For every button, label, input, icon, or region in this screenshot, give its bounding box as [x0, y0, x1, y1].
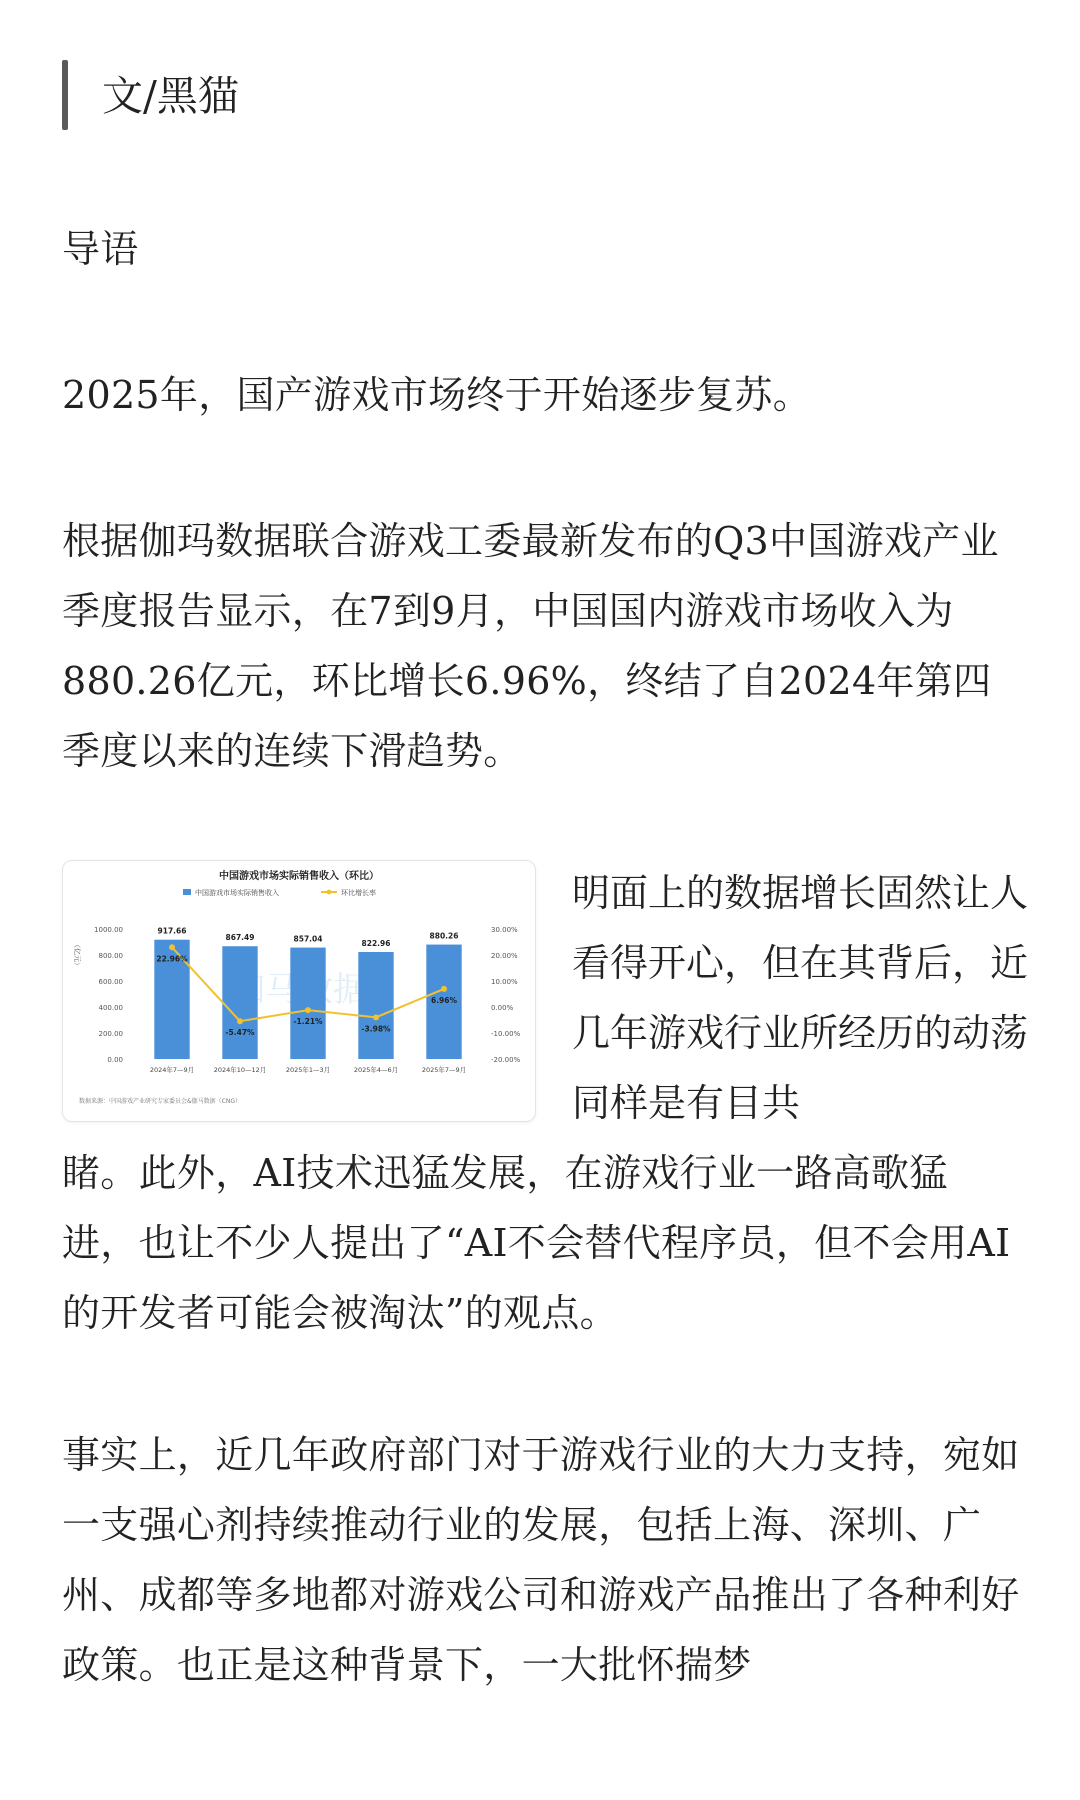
revenue-chart[interactable]: [62, 860, 536, 1122]
growth-rate-point: [305, 1007, 311, 1013]
growth-rate-label: 22.96%: [156, 954, 188, 964]
y2-tick-label: -20.00%: [491, 1056, 521, 1064]
y-tick-label: 600.00: [98, 978, 123, 986]
y-tick-label: 0.00: [107, 1056, 123, 1064]
growth-rate-point: [373, 1014, 379, 1020]
bar: [222, 946, 257, 1059]
paragraph-4: 事实上，近几年政府部门对于游戏行业的大力支持，宛如一支强心剂持续推动行业的发展，包括上海、深圳、广州、成都等多地都对游戏公司和游戏产品推出了各种利好政策。也正是这种背景下，一大批怀揣梦: [62, 1433, 1020, 1687]
paragraph-1: 2025年，国产游戏市场终于开始逐步复苏。: [62, 373, 812, 417]
y-tick-label: 1000.00: [94, 926, 123, 934]
author-quote-bar: [62, 60, 68, 130]
y2-tick-label: 0.00%: [491, 1004, 514, 1012]
chart-canvas: [63, 861, 535, 1121]
x-tick-label: 2024年7—9月: [149, 1066, 195, 1074]
growth-rate-label: -3.98%: [361, 1024, 391, 1034]
bar: [358, 952, 393, 1059]
bar-value-label: 822.96: [361, 939, 391, 949]
legend-label-bars: 中国游戏市场实际销售收入: [195, 889, 279, 897]
y2-tick-label: 20.00%: [491, 952, 518, 960]
legend-label-line: 环比增长率: [341, 889, 376, 897]
y-axis-label: （亿元）: [73, 941, 81, 969]
y2-tick-label: 10.00%: [491, 978, 518, 986]
bar-value-label: 867.49: [225, 933, 255, 943]
bar-value-label: 917.66: [157, 926, 187, 936]
growth-rate-label: -5.47%: [225, 1028, 255, 1038]
author-byline: 文/黑猫: [102, 72, 239, 120]
legend-swatch-dot: [327, 890, 332, 895]
chart-source: 数据来源：中国游戏产业研究专家委员会&伽马数据（CNG）: [79, 1098, 242, 1105]
legend-swatch-bars: [183, 889, 191, 895]
paragraph-2: 根据伽玛数据联合游戏工委最新发布的Q3中国游戏产业季度报告显示，在7到9月，中国国内游戏市场收入为880.26亿元，环比增长6.96%，终结了自2024年第四季度以来的连续下滑趋势。: [62, 519, 999, 773]
chart-title: 中国游戏市场实际销售收入（环比）: [219, 871, 379, 882]
growth-rate-label: 6.96%: [430, 995, 458, 1005]
bar-value-label: 857.04: [293, 934, 323, 944]
bar-value-label: 880.26: [429, 931, 459, 941]
growth-rate-label: -1.21%: [293, 1017, 323, 1027]
intro-heading: 导语: [62, 227, 139, 271]
bar: [290, 948, 325, 1059]
x-tick-label: 2025年1—3月: [285, 1066, 331, 1074]
growth-rate-point: [169, 944, 175, 950]
x-tick-label: 2024年10—12月: [213, 1066, 267, 1074]
x-tick-label: 2025年7—9月: [421, 1066, 467, 1074]
growth-rate-point: [237, 1018, 243, 1024]
growth-rate-point: [441, 986, 447, 992]
y-tick-label: 400.00: [98, 1004, 123, 1012]
x-tick-label: 2025年4—6月: [353, 1066, 399, 1074]
y2-tick-label: -10.00%: [491, 1030, 521, 1038]
paragraph-3-side: 明面上的数据增长固然让人看得开心，但在其背后，近几年游戏行业所经历的动荡同样是有目共: [572, 871, 1029, 1125]
y2-tick-label: 30.00%: [491, 926, 518, 934]
paragraph-3-continued: 睹。此外，AI技术迅猛发展，在游戏行业一路高歌猛进，也让不少人提出了“AI不会替代程序员，但不会用AI的开发者可能会被淘汰”的观点。: [62, 1151, 1011, 1335]
y-tick-label: 200.00: [98, 1030, 123, 1038]
y-tick-label: 800.00: [98, 952, 123, 960]
